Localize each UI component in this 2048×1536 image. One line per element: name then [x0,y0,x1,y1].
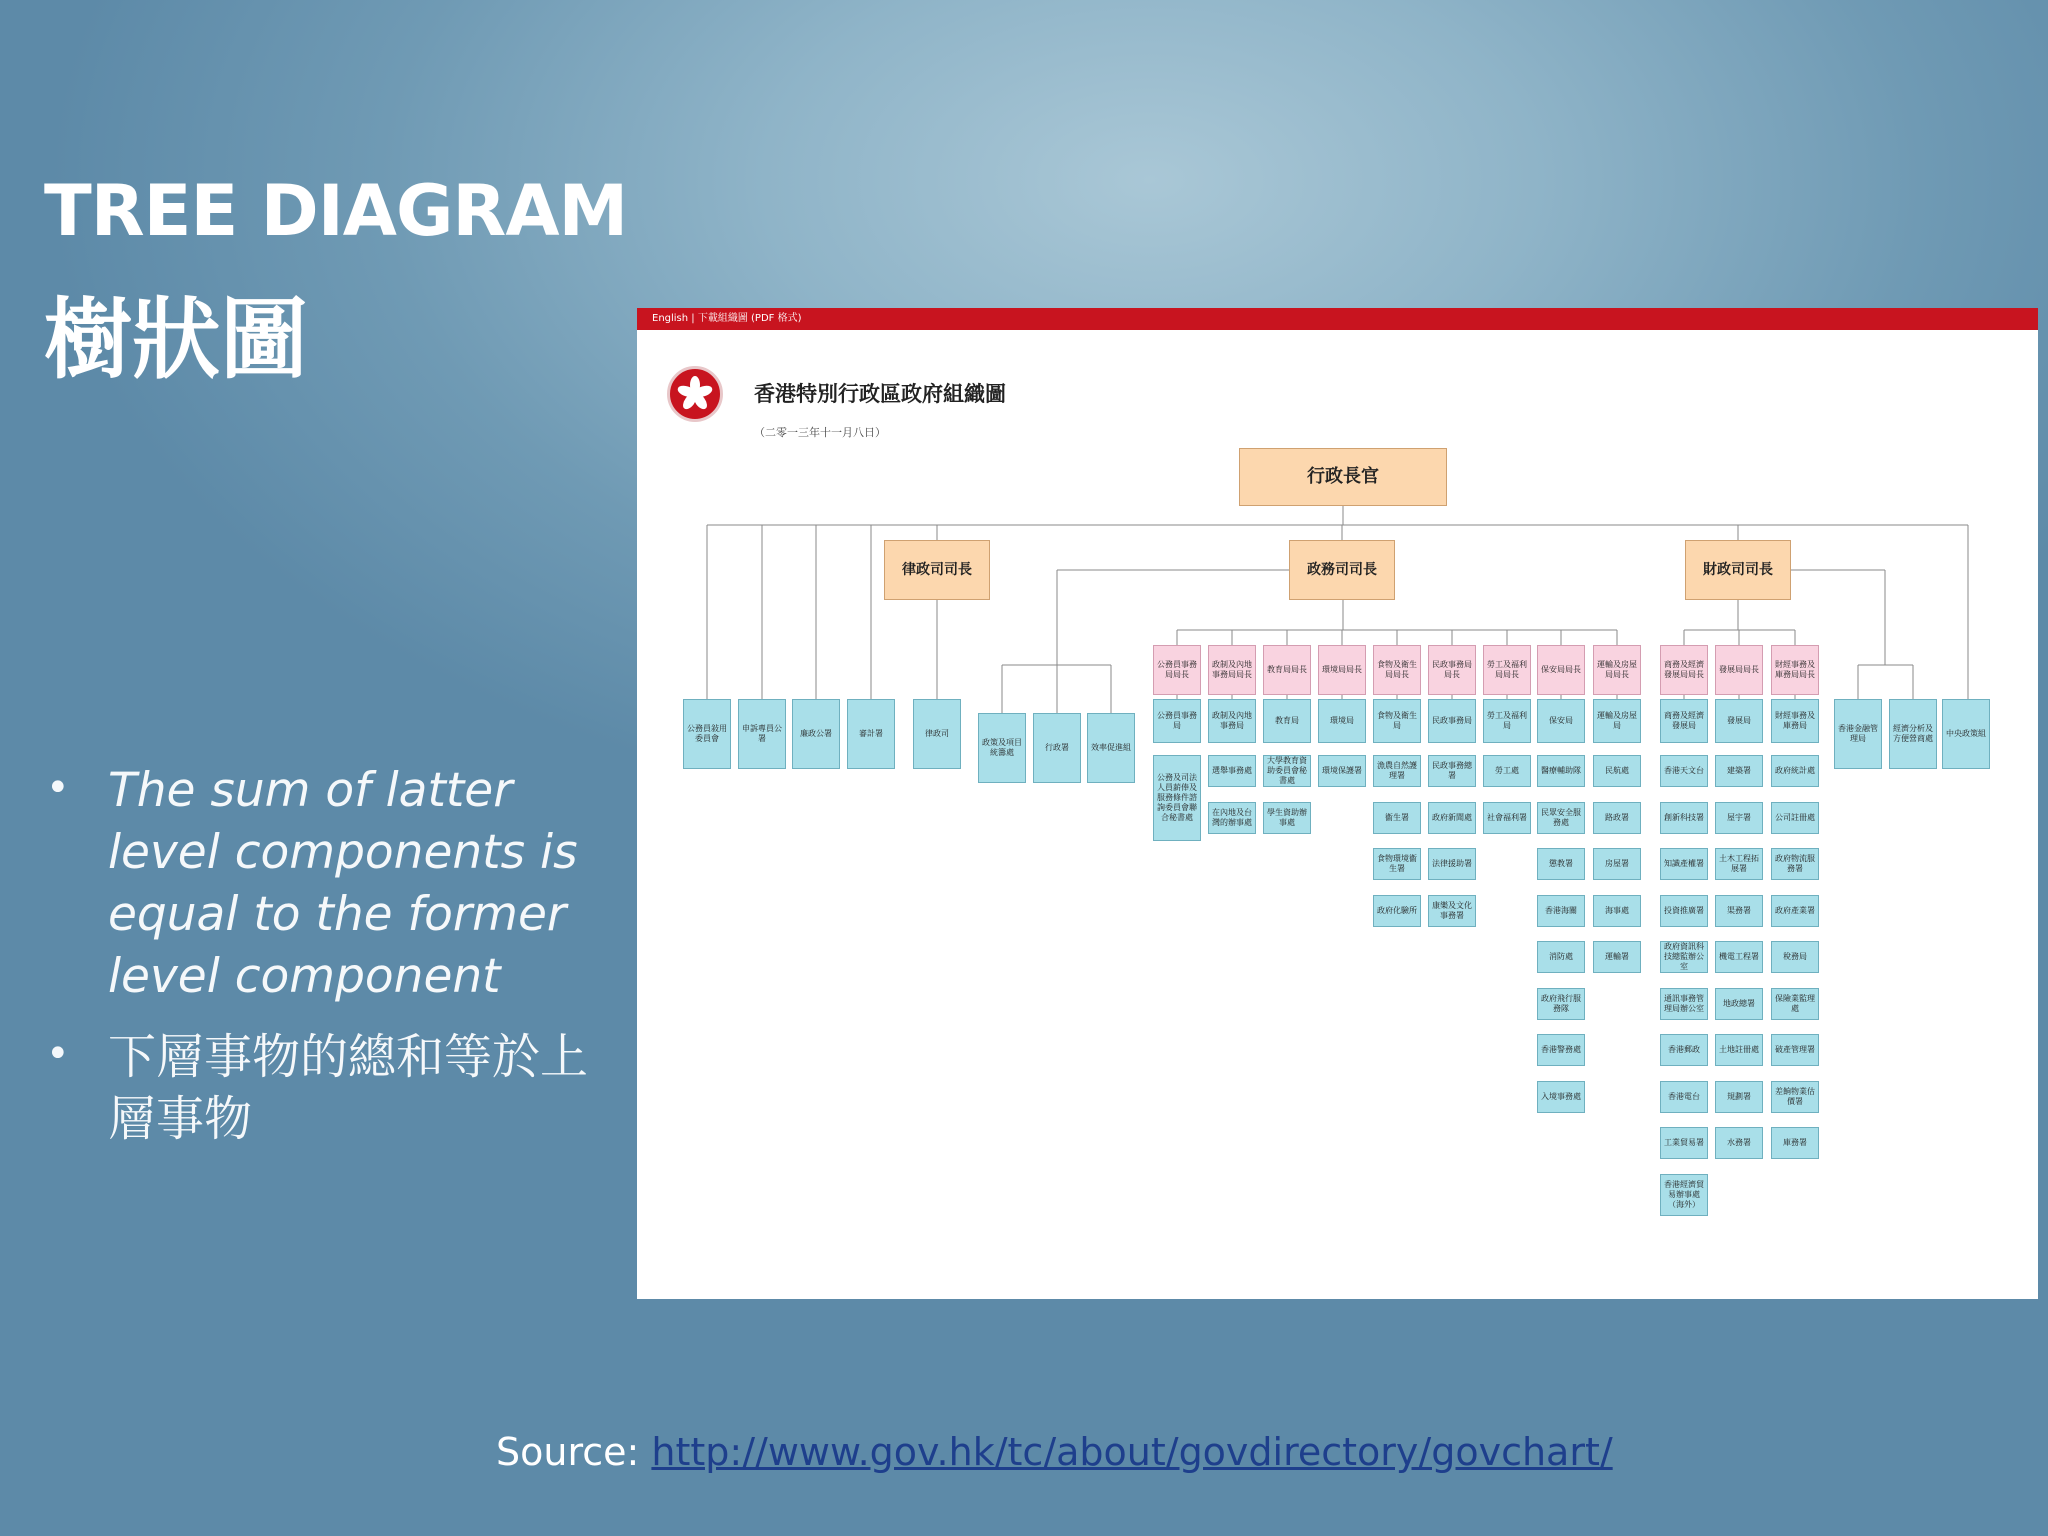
department-box: 香港郵政 [1660,1034,1708,1066]
department-box: 大學教育資助委員會秘書處 [1263,755,1311,787]
slide-title-english: TREE DIAGRAM [44,170,628,252]
department-box: 衞生署 [1373,802,1421,834]
bullet-text-english: The sum of latter level components is equal to the former level component [108,763,578,1004]
source-label: Source: [496,1430,652,1474]
cs-office-box: 效率促進組 [1087,713,1135,783]
department-box: 香港經濟貿易辦事處（海外） [1660,1174,1708,1216]
department-box: 入境事務處 [1537,1081,1585,1113]
department-box: 運輸署 [1593,941,1641,973]
fs-office-box: 中央政策組 [1942,699,1990,769]
chief-secretary-box: 政務司司長 [1289,540,1395,600]
bureau-head-box: 勞工及福利局局長 [1483,645,1531,695]
department-box: 食物環境衞生署 [1373,848,1421,880]
bureau-box: 環境局 [1318,699,1366,743]
department-box: 公務及司法人員薪俸及服務條件諮詢委員會聯合秘書處 [1153,755,1201,841]
department-box: 地政總署 [1715,988,1763,1020]
department-box: 學生資助辦事處 [1263,802,1311,834]
bureau-box: 民政事務局 [1428,699,1476,743]
bureau-head-box: 政制及內地事務局局長 [1208,645,1256,695]
bureau-head-box: 運輸及房屋局局長 [1593,645,1641,695]
fs-office-box: 香港金融管理局 [1834,699,1882,769]
bullet-item-english [44,760,634,1008]
bureau-box: 財經事務及庫務局 [1771,699,1819,743]
ce-agency-box: 廉政公署 [792,699,840,769]
cs-office-box: 行政署 [1033,713,1081,783]
bureau-head-box: 民政事務局局長 [1428,645,1476,695]
department-box: 政府產業署 [1771,895,1819,927]
department-box: 破產管理署 [1771,1034,1819,1066]
bureau-head-box: 保安局局長 [1537,645,1585,695]
department-box: 康樂及文化事務署 [1428,895,1476,927]
department-box: 渠務署 [1715,895,1763,927]
bureau-box: 商務及經濟發展局 [1660,699,1708,743]
language-download-bar[interactable]: English | 下載組織圖 (PDF 格式) [637,308,2038,330]
department-box: 保險業監理處 [1771,988,1819,1020]
department-box: 漁農自然護理署 [1373,755,1421,787]
bureau-box: 發展局 [1715,699,1763,743]
department-box: 民政事務總署 [1428,755,1476,787]
department-box: 政府統計處 [1771,755,1819,787]
department-box: 投資推廣署 [1660,895,1708,927]
department-box: 環境保護署 [1318,755,1366,787]
department-box: 政府新聞處 [1428,802,1476,834]
org-chart-screenshot [637,308,2038,1299]
department-box: 公司註冊處 [1771,802,1819,834]
department-box: 政府資訊科技總監辦公室 [1660,941,1708,973]
bullet-dot-icon: • [46,1031,70,1077]
department-box: 土木工程拓展署 [1715,848,1763,880]
bureau-head-box: 商務及經濟發展局局長 [1660,645,1708,695]
department-box: 政府飛行服務隊 [1537,988,1585,1020]
bureau-head-box: 教育局局長 [1263,645,1311,695]
cs-office-box: 政策及項目統籌處 [978,713,1026,783]
ce-agency-box: 審計署 [847,699,895,769]
department-box: 創新科技署 [1660,802,1708,834]
department-box: 懲教署 [1537,848,1585,880]
department-box: 香港電台 [1660,1081,1708,1113]
source-citation [496,1430,1613,1474]
bureau-head-box: 食物及衛生局局長 [1373,645,1421,695]
department-box: 機電工程署 [1715,941,1763,973]
org-chart-title: 香港特別行政區政府組織圖 [754,382,1006,406]
department-box: 知識產權署 [1660,848,1708,880]
secretary-for-justice-box: 律政司司長 [884,540,990,600]
bullet-item-chinese [44,1026,634,1150]
financial-secretary-box: 財政司司長 [1685,540,1791,600]
bureau-box: 運輸及房屋局 [1593,699,1641,743]
department-box: 香港天文台 [1660,755,1708,787]
bureau-box: 保安局 [1537,699,1585,743]
bureau-head-box: 財經事務及庫務局局長 [1771,645,1819,695]
department-box: 海事處 [1593,895,1641,927]
chief-executive-box: 行政長官 [1239,448,1447,506]
department-box: 選舉事務處 [1208,755,1256,787]
org-chart-date: （二零一三年十一月八日） [754,426,886,439]
department-box: 勞工處 [1483,755,1531,787]
slide-title-chinese: 樹狀圖 [44,288,309,391]
department-box: 通訊事務管理局辦公室 [1660,988,1708,1020]
bureau-box: 教育局 [1263,699,1311,743]
department-box: 水務署 [1715,1127,1763,1159]
bureau-box: 公務員事務局 [1153,699,1201,743]
bullet-text-chinese: 下層事物的總和等於上層事物 [108,1029,589,1147]
fs-office-box: 經濟分析及方便營商處 [1889,699,1937,769]
bullet-dot-icon: • [46,765,70,811]
source-link[interactable]: http://www.gov.hk/tc/about/govdirectory/govchart/ [651,1430,1613,1474]
bureau-box: 勞工及福利局 [1483,699,1531,743]
department-box: 社會福利署 [1483,802,1531,834]
department-box: 土地註冊處 [1715,1034,1763,1066]
department-box: 香港海關 [1537,895,1585,927]
department-box: 民航處 [1593,755,1641,787]
bureau-box: 食物及衛生局 [1373,699,1421,743]
department-box: 房屋署 [1593,848,1641,880]
ce-agency-box: 申訴專員公署 [738,699,786,769]
department-box: 稅務局 [1771,941,1819,973]
bureau-head-box: 環境局局長 [1318,645,1366,695]
bureau-box: 政制及內地事務局 [1208,699,1256,743]
bullet-list [44,760,634,1168]
department-box: 政府物流服務署 [1771,848,1819,880]
department-box: 香港警務處 [1537,1034,1585,1066]
department-box: 差餉物業估價署 [1771,1081,1819,1113]
department-of-justice-box: 律政司 [913,699,961,769]
department-box: 民眾安全服務處 [1537,802,1585,834]
department-box: 庫務署 [1771,1127,1819,1159]
bureau-head-box: 公務員事務局局長 [1153,645,1201,695]
department-box: 屋宇署 [1715,802,1763,834]
department-box: 工業貿易署 [1660,1127,1708,1159]
department-box: 消防處 [1537,941,1585,973]
department-box: 法律援助署 [1428,848,1476,880]
department-box: 建築署 [1715,755,1763,787]
department-box: 在內地及台灣的辦事處 [1208,802,1256,834]
bureau-head-box: 發展局局長 [1715,645,1763,695]
department-box: 規劃署 [1715,1081,1763,1113]
department-box: 政府化驗所 [1373,895,1421,927]
department-box: 醫療輔助隊 [1537,755,1585,787]
department-box: 路政署 [1593,802,1641,834]
ce-agency-box: 公務員敍用委員會 [683,699,731,769]
